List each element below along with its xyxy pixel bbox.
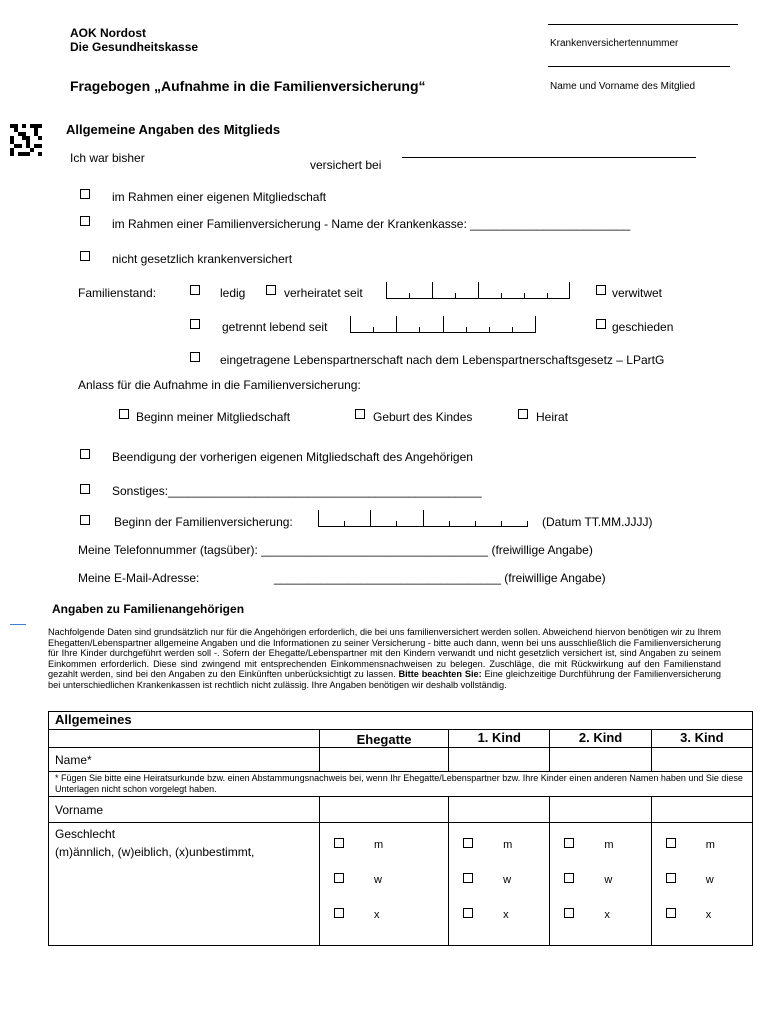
divorced-label: geschieden — [612, 320, 674, 334]
divorced-checkbox[interactable] — [596, 319, 606, 329]
child2-gender-w-checkbox[interactable] — [564, 873, 574, 883]
option-label: w — [705, 874, 714, 886]
widowed-checkbox[interactable] — [596, 285, 606, 295]
child1-gender-x-checkbox[interactable] — [463, 908, 473, 918]
start-family-date-input[interactable] — [318, 510, 528, 527]
col-child-3: 3. Kind — [651, 730, 752, 748]
option-label: x — [705, 909, 712, 921]
separated-checkbox[interactable] — [190, 319, 200, 329]
option-label: m — [374, 839, 384, 851]
married-date-input[interactable] — [386, 282, 570, 299]
partnership-label: eingetragene Lebenspartnerschaft nach dem Lebenspartnerschaftsgesetz – LPartG — [220, 353, 665, 367]
option-label: m — [503, 839, 513, 851]
reason-birth-checkbox[interactable] — [355, 409, 365, 419]
own-membership-label: im Rahmen einer eigenen Mitgliedschaft — [112, 190, 327, 204]
insurance-number-input[interactable] — [548, 24, 738, 25]
spouse-name-input[interactable] — [320, 748, 449, 772]
org-name: AOK Nordost — [70, 26, 146, 40]
child3-gender-x-checkbox[interactable] — [666, 908, 676, 918]
own-membership-checkbox[interactable] — [80, 189, 90, 199]
spouse-gender-x-checkbox[interactable] — [334, 908, 344, 918]
table-corner — [49, 730, 320, 748]
child1-name-input[interactable] — [449, 748, 550, 772]
option-label: w — [503, 874, 512, 886]
reason-label: Anlass für die Aufnahme in die Familienversicherung: — [78, 378, 361, 392]
start-family-label: Beginn der Familienversicherung: — [114, 515, 293, 529]
reason-start-label: Beginn meiner Mitgliedschaft — [136, 410, 291, 424]
child3-name-input[interactable] — [651, 748, 752, 772]
option-label: w — [604, 874, 613, 886]
name-footnote: * Fügen Sie bitte eine Heiratsurkunde bzw. einen Abstammungsnachweis bei, wenn Ihr Ehegatte/Lebenspartner bzw. Ihre Kinder einen anderen Namen haben und Sie diese Unterlagen nicht schon vorgelegt haben. — [49, 772, 753, 797]
barcode-icon — [10, 124, 42, 156]
option-label: x — [604, 909, 610, 921]
child2-gender-cell — [550, 823, 651, 946]
date-format-hint: (Datum TT.MM.JJJJ) — [542, 515, 653, 529]
org-subtitle: Die Gesundheitskasse — [70, 40, 199, 54]
gender-label: Geschlecht — [55, 827, 116, 841]
child1-gender-w-checkbox[interactable] — [463, 873, 473, 883]
col-child-1: 1. Kind — [449, 730, 550, 748]
spouse-firstname-input[interactable] — [320, 797, 449, 823]
end-membership-label: Beendigung der vorherigen eigenen Mitgliedschaft des Angehörigen — [112, 450, 473, 464]
option-label: x — [374, 909, 380, 921]
partnership-checkbox[interactable] — [190, 352, 200, 362]
child2-gender-m-checkbox[interactable] — [564, 838, 574, 848]
child3-gender-w-checkbox[interactable] — [666, 873, 676, 883]
phone-field[interactable]: Meine Telefonnummer (tagsüber): __________________________________ (freiwillige Angabe) — [78, 543, 593, 557]
reason-marriage-label: Heirat — [536, 410, 569, 424]
child1-gender-m-checkbox[interactable] — [463, 838, 473, 848]
row-name-label: Name* — [49, 748, 320, 772]
single-checkbox[interactable] — [190, 285, 200, 295]
married-checkbox[interactable] — [266, 285, 276, 295]
intro-text: Nachfolgende Daten sind grundsätzlich nur für die Angehörigen erforderlich, die bei uns familienversichert werden sollen. Abweichend hiervon benötigen wir zu Ihrem Ehegatten/Lebenspartner allgemeine Angaben und die Informationen zu seiner Versicherung - bitte auch dann, wenn bei uns ausschließlich die Familienversicherung für Ihre Kinder durchgeführt werden soll -. Sofern der Ehegatte/Lebenspartner mit den Kindern verwandt und nicht gesetzlich versichert ist, sind Angaben zu seinem Einkommen erforderlich. Diese sind zwingend mit entsprechenden Einkommensnachweisen zu belegen. Zuschläge, die mit Rückwirkung auf den Familienstand gezahlt werden, sind bei den Angaben zu den Einkünften unberücksichtigt zu lassen. — [48, 627, 721, 680]
margin-mark — [10, 624, 26, 625]
other-checkbox[interactable] — [80, 484, 90, 494]
spouse-gender-cell — [320, 823, 449, 946]
spouse-gender-m-checkbox[interactable] — [334, 838, 344, 848]
section-heading-member: Allgemeine Angaben des Mitglieds — [66, 122, 281, 137]
child3-firstname-input[interactable] — [651, 797, 752, 823]
row-firstname-label: Vorname — [49, 797, 320, 823]
col-spouse: Ehegatte — [320, 730, 449, 748]
start-family-checkbox[interactable] — [80, 515, 90, 525]
option-label: m — [604, 839, 614, 851]
intro-bold: Bitte beachten Sie: — [398, 669, 482, 680]
spouse-gender-w-checkbox[interactable] — [334, 873, 344, 883]
child1-firstname-input[interactable] — [449, 797, 550, 823]
member-name-input[interactable] — [548, 66, 730, 67]
reason-marriage-checkbox[interactable] — [518, 409, 528, 419]
insurance-number-label: Krankenversichertennummer — [550, 38, 679, 49]
married-label: verheiratet seit — [284, 286, 363, 300]
insurer-input[interactable] — [402, 157, 696, 158]
reason-start-checkbox[interactable] — [119, 409, 129, 419]
marital-status-label: Familienstand: — [78, 286, 157, 300]
option-label: w — [374, 874, 382, 886]
family-insurance-label: im Rahmen einer Familienversicherung - Name der Krankenkasse: ________________________ — [112, 217, 631, 231]
email-field[interactable]: __________________________________ (freiwillige Angabe) — [274, 571, 606, 585]
row-gender-label — [49, 823, 320, 946]
child2-name-input[interactable] — [550, 748, 651, 772]
option-label: m — [705, 839, 715, 851]
not-insured-checkbox[interactable] — [80, 251, 90, 261]
child2-firstname-input[interactable] — [550, 797, 651, 823]
single-label: ledig — [220, 286, 246, 300]
other-label: Sonstiges:_______________________________________________ — [112, 484, 482, 498]
child3-gender-m-checkbox[interactable] — [666, 838, 676, 848]
form-title: Fragebogen „Aufnahme in die Familienversicherung“ — [70, 78, 426, 94]
table-heading: Allgemeines — [49, 712, 753, 730]
section-heading-family: Angaben zu Familienangehörigen — [52, 602, 245, 616]
separated-date-input[interactable] — [350, 316, 536, 333]
col-child-2: 2. Kind — [550, 730, 651, 748]
insured-at-label: versichert bei — [310, 158, 382, 172]
gender-hint: (m)ännlich, (w)eiblich, (x)unbestimmt, — [55, 845, 255, 859]
child3-gender-cell — [651, 823, 752, 946]
child2-gender-x-checkbox[interactable] — [564, 908, 574, 918]
end-membership-checkbox[interactable] — [80, 449, 90, 459]
email-label: Meine E-Mail-Adresse: — [78, 571, 200, 585]
separated-label: getrennt lebend seit — [222, 320, 328, 334]
widowed-label: verwitwet — [612, 286, 663, 300]
family-table — [48, 711, 753, 946]
previously-label: Ich war bisher — [70, 151, 145, 165]
member-name-label: Name und Vorname des Mitglied — [550, 81, 696, 92]
option-label: x — [503, 909, 509, 921]
not-insured-label: nicht gesetzlich krankenversichert — [112, 252, 293, 266]
family-intro-text — [48, 627, 721, 691]
child1-gender-cell — [449, 823, 550, 946]
intro-tail: Eine gleichzeitige Durchführung der Familienversicherung bei unterschiedlichen Krankenkassen ist rechtlich nicht zulässig. Ihre Angaben benötigen wir deshalb vollständig. — [48, 669, 721, 690]
reason-birth-label: Geburt des Kindes — [373, 410, 473, 424]
family-insurance-checkbox[interactable] — [80, 216, 90, 226]
